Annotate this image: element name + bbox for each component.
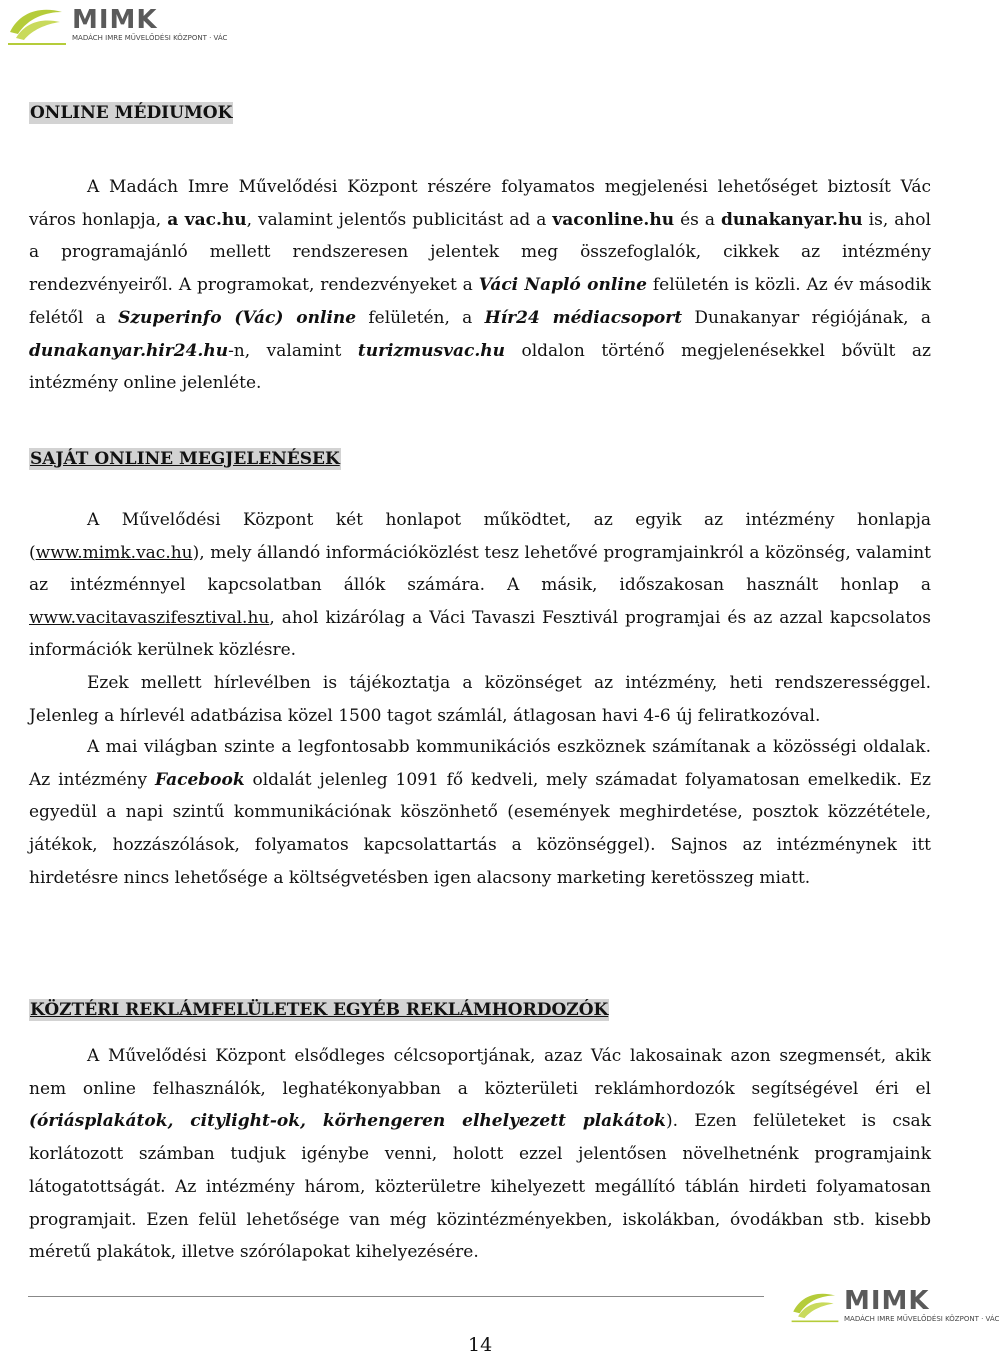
link-mimk-website[interactable]: www.mimk.vac.hu [35, 542, 193, 563]
footer-logo [790, 1288, 999, 1324]
page-number: 14 [468, 1334, 493, 1356]
paragraph-online-media: A Madách Imre Művelődési Központ részére folyamatos megjelenési lehetőséget biztosít Vác város honlapja, a vac.hu, valamint jelentős publicitást ad a vaconline.hu és a dunakanyar.hu is, ahol a programajánló mellett rendszeresen jelentek meg összefoglalók, cikkek az intézmény rendezvényeiről. A programokat, rendezvényeket a Váci Napló online felületén is közli. Az év második felétől a Szuperinfo (Vác) online felületén, a Hír24 médiacsoport Dunakanyar régiójának, a dunakanyar.hir24.hu-n, valamint turizmusvac.hu oldalon történő megjelenésekkel bővült az intézmény online jelenléte. [29, 177, 931, 394]
logo-subtitle: MADÁCH IMRE MŰVELŐDÉSI KÖZPONT · VÁC [844, 1315, 999, 1323]
mimk-logo-icon [6, 4, 68, 46]
logo-name: MIMK [844, 1286, 930, 1316]
link-festival-website[interactable]: www.vacitavaszifesztival.hu [29, 607, 270, 628]
footer-divider [28, 1296, 764, 1297]
heading-own-online: SAJÁT ONLINE MEGJELENÉSEK [30, 449, 340, 469]
heading-outdoor-ads: KÖZTÉRI REKLÁMFELÜLETEK EGYÉB REKLÁMHORDOZÓK [30, 1000, 609, 1020]
paragraph-outdoor-ads: A Művelődési Központ elsődleges célcsoportjának, azaz Vác lakosainak azon szegmensét, akik nem online felhasználók, leghatékonyabban a közterületi reklámhordozók segítségével éri el (óriásplakátok, citylight-ok, körhengeren elhelyezett plakátok). Ezen felületeket is csak korlátozott számban tudjuk igénybe venni, holott ezzel jelentősen növelhetnénk programjaink látogatottságát. Az intézmény három, közterületre kihelyezett megállító táblán hirdeti folyamatosan programjait. Ezen felül lehetősége van még közintézményekben, iskolákban, óvodákban stb. kisebb méretű plakátok, illetve szórólapokat kihelyezésére. [29, 1046, 931, 1263]
paragraph-websites: A Művelődési Központ két honlapot működtet, az egyik az intézmény honlapja (www.mimk.vac.hu), mely állandó információközlést tesz lehetővé programjainkról a közönség, valamint az intézménnyel kapcsolatban állók számára. A másik, időszakosan használt honlap a www.vacitavaszifesztival.hu, ahol kizárólag a Váci Tavaszi Fesztivál programjai és az azzal kapcsolatos információk kerülnek közlésre. [29, 510, 931, 661]
header-logo [6, 4, 227, 46]
logo-subtitle: MADÁCH IMRE MŰVELŐDÉSI KÖZPONT · VÁC [72, 34, 228, 42]
mimk-logo-icon [790, 1289, 840, 1323]
paragraph-newsletter: Ezek mellett hírlevélben is tájékoztatja a közönséget az intézmény, heti rendszerességgel. Jelenleg a hírlevél adatbázisa közel 1500 tagot számlál, átlagosan havi 4-6 új feliratkozóval. [29, 673, 931, 726]
heading-online-media: ONLINE MÉDIUMOK [30, 103, 233, 123]
logo-name: MIMK [72, 5, 158, 35]
paragraph-social-media: A mai világban szinte a legfontosabb kommunikációs eszköznek számítanak a közösségi oldalak. Az intézmény Facebook oldalát jelenleg 1091 fő kedveli, mely számadat folyamatosan emelkedik. Ez egyedül a napi szintű kommunikációnak köszönhető (események meghirdetése, posztok közzététele, játékok, hozzászólások, folyamatos kapcsolattartás a közönséggel). Sajnos az intézménynek itt hirdetésre nincs lehetősége a költségvetésben igen alacsony marketing keretösszeg miatt. [29, 737, 931, 888]
